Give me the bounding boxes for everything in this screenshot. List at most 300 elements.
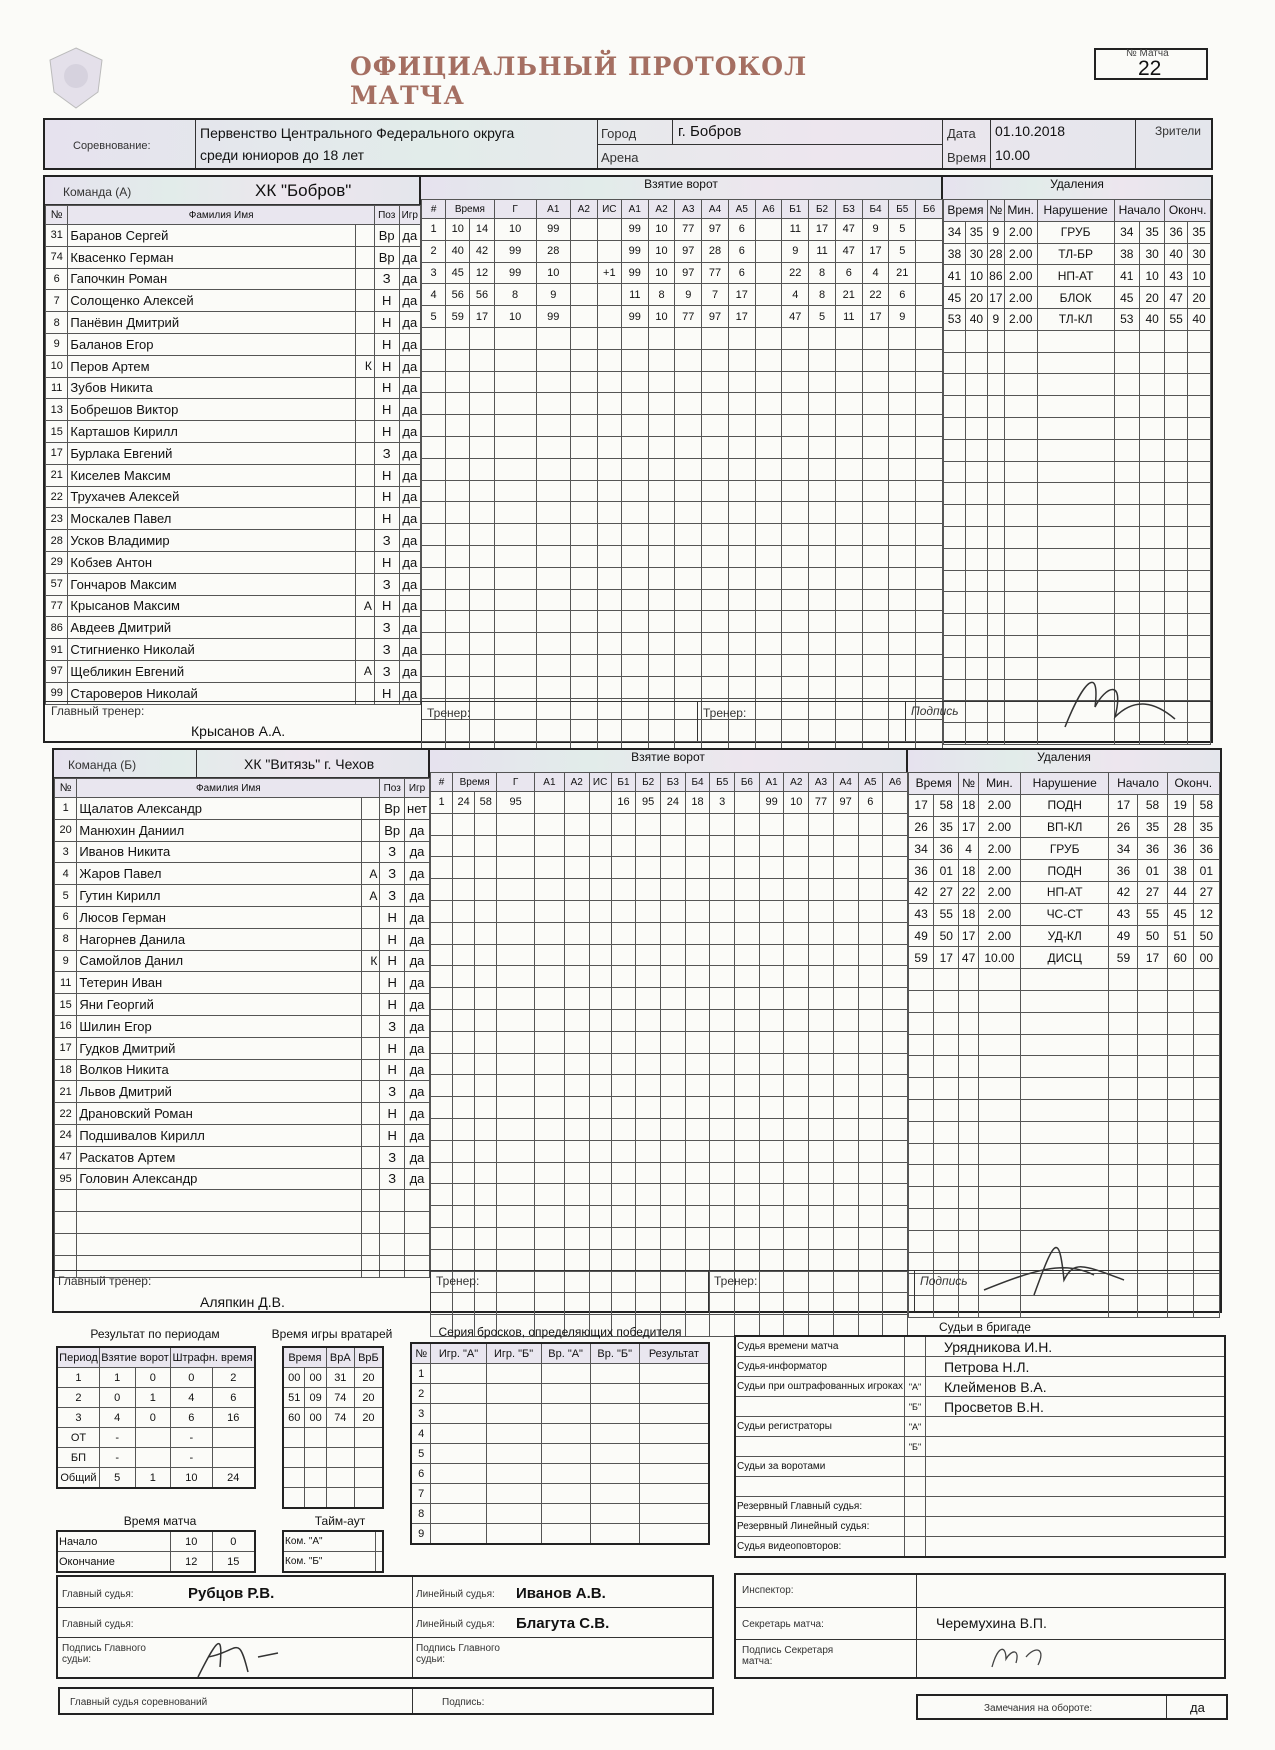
goal-cell xyxy=(759,1140,784,1162)
penalty-row xyxy=(944,570,1211,592)
penalty-cell xyxy=(934,990,959,1012)
goal-cell xyxy=(453,988,475,1010)
goal-cell xyxy=(862,436,889,458)
penalty-cell xyxy=(1188,505,1211,527)
goal-cell xyxy=(497,1118,535,1140)
goal-row xyxy=(422,676,943,698)
goal-cell xyxy=(453,1075,475,1097)
goal-cell: 17 xyxy=(470,306,494,328)
goal-cell xyxy=(759,813,784,835)
shootout-row xyxy=(411,1444,709,1464)
goal-cell xyxy=(536,349,570,371)
goal-cell xyxy=(431,1227,453,1249)
period-cell: 1 xyxy=(135,1468,171,1489)
goal-cell xyxy=(735,1009,760,1031)
goals-col: А1 xyxy=(534,773,564,792)
goal-cell: 99 xyxy=(621,240,648,262)
goal-cell xyxy=(475,1206,497,1228)
shootout-cell xyxy=(486,1464,541,1484)
goal-cell xyxy=(470,371,494,393)
shootout-num: 1 xyxy=(411,1364,431,1384)
penalty-cell: 30 xyxy=(1188,243,1211,265)
goal-cell xyxy=(636,835,661,857)
penalty-col: Время xyxy=(944,200,988,222)
goal-cell xyxy=(889,502,916,524)
goal-cell xyxy=(534,1271,564,1293)
goal-cell xyxy=(728,567,755,589)
goal-cell xyxy=(431,922,453,944)
goal-cell xyxy=(883,922,908,944)
player-position: З xyxy=(374,573,399,595)
goal-cell xyxy=(809,393,836,415)
date-value: 01.10.2018 xyxy=(995,123,1066,139)
date-label: Дата xyxy=(947,126,976,141)
penalty-row xyxy=(909,794,1220,816)
goal-cell xyxy=(446,327,470,349)
goal-cell xyxy=(621,589,648,611)
shootout-header xyxy=(411,1343,709,1364)
penalty-cell xyxy=(1114,439,1139,461)
goals-col: А3 xyxy=(675,200,702,219)
team-a-section xyxy=(43,175,1213,743)
goal-cell xyxy=(534,835,564,857)
goal-cell xyxy=(916,502,943,524)
goal-cell xyxy=(835,480,862,502)
goal-cell xyxy=(883,1315,908,1337)
goal-cell xyxy=(784,1227,809,1249)
shootout-cell xyxy=(486,1384,541,1404)
goal-cell xyxy=(675,371,702,393)
goal-cell: 95 xyxy=(497,792,535,814)
player-playing: да xyxy=(399,486,420,508)
team-a-coach2-label: Тренер: xyxy=(703,706,747,720)
penalty-cell xyxy=(1188,592,1211,614)
penalty-cell xyxy=(1188,483,1211,505)
shootout-cell xyxy=(541,1444,590,1464)
penalty-row xyxy=(909,1099,1220,1121)
goals-header xyxy=(431,773,908,792)
official-name: Просветов В.Н. xyxy=(926,1397,1225,1417)
goal-cell xyxy=(570,480,597,502)
goal-cell: 6 xyxy=(728,219,755,241)
shootout-cell xyxy=(486,1444,541,1464)
goal-cell: 9 xyxy=(782,240,809,262)
official-row xyxy=(735,1477,1225,1497)
goal-cell xyxy=(431,1206,453,1228)
goal-cell xyxy=(648,502,675,524)
goal-cell: 97 xyxy=(675,240,702,262)
goal-cell xyxy=(728,545,755,567)
goal-cell xyxy=(835,524,862,546)
goal-cell: 77 xyxy=(702,262,729,284)
player-captain: А xyxy=(356,660,374,682)
penalty-cell xyxy=(1188,526,1211,548)
player-name: Карташов Кирилл xyxy=(68,421,356,443)
goal-cell xyxy=(422,480,446,502)
player-position: Н xyxy=(374,682,399,704)
shootout-title: Серия бросков, определяющих победителя xyxy=(438,1325,682,1339)
goal-cell xyxy=(661,1249,686,1271)
goal-cell xyxy=(453,944,475,966)
goal-cell xyxy=(858,1009,883,1031)
penalty-cell xyxy=(1004,526,1037,548)
goal-cell xyxy=(809,1206,834,1228)
penalty-cell: 36 xyxy=(1109,860,1138,882)
goals-col: А1 xyxy=(759,773,784,792)
player-number: 24 xyxy=(55,1124,77,1146)
goal-cell xyxy=(833,1293,858,1315)
period-cell: Общий xyxy=(57,1468,99,1489)
goal-cell xyxy=(536,371,570,393)
goal-row xyxy=(431,835,908,857)
official-role: Судья времени матча xyxy=(735,1336,905,1357)
goal-cell xyxy=(422,327,446,349)
goal-cell xyxy=(564,1293,589,1315)
goal-cell xyxy=(570,458,597,480)
goal-row xyxy=(422,480,943,502)
goalies-header xyxy=(283,1347,383,1368)
goal-cell xyxy=(446,654,470,676)
goal-cell xyxy=(536,524,570,546)
player-captain xyxy=(356,464,374,486)
goal-cell xyxy=(470,633,494,655)
player-name: Зубов Никита xyxy=(68,377,356,399)
penalty-cell: 41 xyxy=(944,265,966,287)
goalie-cell xyxy=(354,1428,383,1448)
goal-cell xyxy=(661,1009,686,1031)
goal-cell: 11 xyxy=(621,284,648,306)
goals-col: Б5 xyxy=(889,200,916,219)
penalty-cell xyxy=(1139,352,1164,374)
penalty-cell xyxy=(1193,1208,1219,1230)
penalty-cell: 17 xyxy=(1138,947,1167,969)
player-captain xyxy=(356,573,374,595)
goal-cell xyxy=(661,922,686,944)
goal-cell xyxy=(782,676,809,698)
goal-cell xyxy=(759,922,784,944)
player-position: Н xyxy=(374,333,399,355)
goal-cell xyxy=(735,1249,760,1271)
referees-box xyxy=(56,1575,714,1679)
penalty-cell xyxy=(1139,548,1164,570)
goalie-cell: 09 xyxy=(305,1388,326,1408)
penalty-cell xyxy=(1004,592,1037,614)
penalty-cell xyxy=(1004,701,1037,723)
periods-title: Результат по периодам xyxy=(90,1327,220,1341)
penalty-row xyxy=(944,352,1211,374)
goal-cell xyxy=(883,1075,908,1097)
player-playing: да xyxy=(405,841,430,863)
team-b-label: Команда (Б) xyxy=(68,758,137,772)
penalty-cell xyxy=(1165,330,1188,352)
goal-cell: 95 xyxy=(636,792,661,814)
goal-cell xyxy=(570,502,597,524)
goal-cell xyxy=(570,654,597,676)
player-playing: да xyxy=(399,530,420,552)
goal-cell xyxy=(862,720,889,742)
goal-cell: 17 xyxy=(809,219,836,241)
goal-cell xyxy=(611,1162,636,1184)
goal-cell xyxy=(621,436,648,458)
penalty-cell xyxy=(944,352,966,374)
goal-cell: 40 xyxy=(446,240,470,262)
goal-cell xyxy=(833,835,858,857)
goal-cell xyxy=(835,633,862,655)
penalty-cell xyxy=(1167,1208,1193,1230)
penalty-cell: ГРУБ xyxy=(1037,221,1114,243)
goal-cell xyxy=(648,415,675,437)
goal-cell xyxy=(611,879,636,901)
goal-cell xyxy=(883,835,908,857)
player-number: 22 xyxy=(55,1103,77,1125)
goal-cell xyxy=(835,720,862,742)
goal-cell xyxy=(636,988,661,1010)
penalty-cell xyxy=(1114,483,1139,505)
penalty-cell xyxy=(944,657,966,679)
goal-cell xyxy=(564,857,589,879)
goal-cell xyxy=(494,589,536,611)
goal-cell xyxy=(862,545,889,567)
player-captain xyxy=(362,1190,380,1212)
goal-row xyxy=(431,1249,908,1271)
player-position xyxy=(380,1190,405,1212)
player-playing: да xyxy=(405,1168,430,1190)
penalty-cell xyxy=(1165,592,1188,614)
goal-cell xyxy=(534,1009,564,1031)
goal-row xyxy=(431,1097,908,1119)
goal-cell xyxy=(446,633,470,655)
goal-cell xyxy=(916,284,943,306)
timeout-title: Тайм-аут xyxy=(314,1514,366,1528)
line-referee-2: Благута С.В. xyxy=(516,1615,610,1632)
period-row xyxy=(57,1408,255,1428)
goalies-col: ВрБ xyxy=(354,1347,383,1368)
penalty-cell xyxy=(1167,1187,1193,1209)
penalty-cell xyxy=(965,548,987,570)
penalty-row xyxy=(944,243,1211,265)
goal-cell xyxy=(446,393,470,415)
roster-row xyxy=(55,1146,430,1168)
player-number: 77 xyxy=(46,595,68,617)
goal-cell xyxy=(833,922,858,944)
penalty-cell xyxy=(1004,352,1037,374)
player-captain xyxy=(356,246,374,268)
goal-cell xyxy=(611,857,636,879)
penalty-cell xyxy=(987,461,1004,483)
penalty-cell xyxy=(1020,1143,1108,1165)
shootout-cell xyxy=(639,1384,709,1404)
goal-cell: 97 xyxy=(702,306,729,328)
penalty-cell: 19 xyxy=(1167,794,1193,816)
goal-cell xyxy=(833,944,858,966)
goal-cell xyxy=(494,633,536,655)
penalty-cell: 42 xyxy=(909,881,934,903)
goal-cell xyxy=(755,415,782,437)
shootout-table xyxy=(410,1342,710,1545)
goal-cell xyxy=(534,1249,564,1271)
penalty-cell: 47 xyxy=(1165,287,1188,309)
inspector-box xyxy=(734,1573,1226,1679)
goal-cell xyxy=(589,1162,611,1184)
shootout-cell xyxy=(486,1504,541,1524)
goal-cell xyxy=(564,1118,589,1140)
penalty-cell xyxy=(1193,1230,1219,1252)
player-name xyxy=(77,1190,362,1212)
goal-cell xyxy=(809,1053,834,1075)
penalty-cell xyxy=(1020,1099,1108,1121)
goalie-cell xyxy=(326,1488,354,1509)
penalty-row xyxy=(909,1034,1220,1056)
player-captain xyxy=(356,486,374,508)
player-name xyxy=(77,1233,362,1255)
goal-cell xyxy=(589,1053,611,1075)
goal-cell xyxy=(755,676,782,698)
goal-cell xyxy=(564,1162,589,1184)
goal-cell xyxy=(809,1075,834,1097)
goal-cell xyxy=(759,1118,784,1140)
goal-cell: 4 xyxy=(782,284,809,306)
goal-cell xyxy=(536,502,570,524)
goal-cell xyxy=(889,436,916,458)
goal-cell xyxy=(889,393,916,415)
penalty-cell xyxy=(1167,1230,1193,1252)
player-position: Н xyxy=(374,464,399,486)
secretary-signature-mark xyxy=(986,1641,1066,1675)
penalty-cell xyxy=(1114,570,1139,592)
player-name: Шилин Егор xyxy=(77,1015,362,1037)
goal-cell xyxy=(759,1031,784,1053)
penalty-cell: 2.00 xyxy=(1004,243,1037,265)
player-captain xyxy=(356,377,374,399)
penalty-col: Оконч. xyxy=(1165,200,1211,222)
roster-header xyxy=(55,779,430,798)
goals-col: А5 xyxy=(728,200,755,219)
goal-cell xyxy=(621,524,648,546)
penalty-cell: 26 xyxy=(909,816,934,838)
goal-cell xyxy=(759,1097,784,1119)
goal-cell xyxy=(431,1075,453,1097)
player-number: 8 xyxy=(55,928,77,950)
goal-row xyxy=(422,502,943,524)
penalty-cell xyxy=(1167,1099,1193,1121)
goal-cell xyxy=(422,393,446,415)
player-position xyxy=(380,1212,405,1234)
goal-cell: 17 xyxy=(862,306,889,328)
goal-cell xyxy=(589,1031,611,1053)
penalty-col: Начало xyxy=(1109,773,1167,795)
goal-cell xyxy=(858,879,883,901)
player-playing: да xyxy=(405,1146,430,1168)
player-number: 13 xyxy=(46,399,68,421)
shootout-col: Результат xyxy=(639,1343,709,1364)
goal-cell xyxy=(835,415,862,437)
player-captain xyxy=(362,1037,380,1059)
roster-row xyxy=(46,508,421,530)
goal-row xyxy=(431,1053,908,1075)
goal-cell xyxy=(470,676,494,698)
penalty-cell xyxy=(1193,1012,1219,1034)
penalty-cell xyxy=(1139,635,1164,657)
penalty-cell: 55 xyxy=(1165,308,1188,330)
goal-cell xyxy=(446,480,470,502)
official-role xyxy=(735,1397,905,1417)
goalie-cell: 60 xyxy=(283,1408,305,1428)
penalty-cell: 40 xyxy=(1165,243,1188,265)
goal-cell: 11 xyxy=(835,306,862,328)
goal-cell xyxy=(648,611,675,633)
goal-cell xyxy=(735,1315,760,1337)
goal-cell xyxy=(809,1227,834,1249)
goal-cell xyxy=(611,922,636,944)
penalty-cell: 55 xyxy=(934,903,959,925)
official-row xyxy=(735,1336,1225,1357)
goalie-cell: 74 xyxy=(326,1388,354,1408)
goal-cell xyxy=(835,502,862,524)
player-name: Гончаров Максим xyxy=(68,573,356,595)
goal-cell xyxy=(453,900,475,922)
goalie-cell: 20 xyxy=(354,1408,383,1428)
goal-cell xyxy=(833,1118,858,1140)
goal-cell xyxy=(809,1249,834,1271)
goal-cell xyxy=(916,393,943,415)
goal-cell: 11 xyxy=(809,240,836,262)
goal-cell xyxy=(675,349,702,371)
penalty-cell xyxy=(1167,1143,1193,1165)
time-value: 10.00 xyxy=(995,147,1031,163)
goal-cell xyxy=(675,654,702,676)
goal-cell xyxy=(589,900,611,922)
official-name xyxy=(926,1417,1225,1437)
goal-cell xyxy=(597,458,621,480)
goal-cell: 99 xyxy=(494,262,536,284)
penalty-cell xyxy=(1139,526,1164,548)
goal-cell xyxy=(833,1009,858,1031)
goal-cell xyxy=(685,857,710,879)
penalty-cell xyxy=(959,1034,978,1056)
goal-cell xyxy=(809,1140,834,1162)
goal-row xyxy=(422,240,943,262)
goal-cell xyxy=(883,879,908,901)
goal-cell: 99 xyxy=(621,306,648,328)
goal-cell xyxy=(685,1206,710,1228)
player-name: Самойлов Данил xyxy=(77,950,362,972)
player-position: Н xyxy=(374,551,399,573)
period-cell xyxy=(135,1448,171,1468)
penalty-cell: 43 xyxy=(1165,265,1188,287)
penalty-cell xyxy=(1109,1078,1138,1100)
team-a-coach-label: Тренер: xyxy=(427,706,471,720)
goal-cell: 28 xyxy=(702,240,729,262)
goalie-cell: 20 xyxy=(354,1388,383,1408)
goal-cell xyxy=(858,900,883,922)
goal-cell xyxy=(648,458,675,480)
penalty-cell: 17 xyxy=(1109,794,1138,816)
penalty-cell xyxy=(1167,1296,1193,1318)
penalty-cell: 60 xyxy=(1167,947,1193,969)
goal-cell xyxy=(497,1249,535,1271)
shootout-cell xyxy=(486,1524,541,1545)
goal-cell xyxy=(784,1293,809,1315)
goal-cell: 1 xyxy=(431,792,453,814)
goal-cell xyxy=(916,676,943,698)
goal-cell: 97 xyxy=(833,792,858,814)
shootout-cell xyxy=(541,1464,590,1484)
goals-col: Б1 xyxy=(611,773,636,792)
penalty-cell: 86 xyxy=(987,265,1004,287)
penalty-cell xyxy=(1114,396,1139,418)
goal-cell xyxy=(862,676,889,698)
goal-cell xyxy=(685,1053,710,1075)
